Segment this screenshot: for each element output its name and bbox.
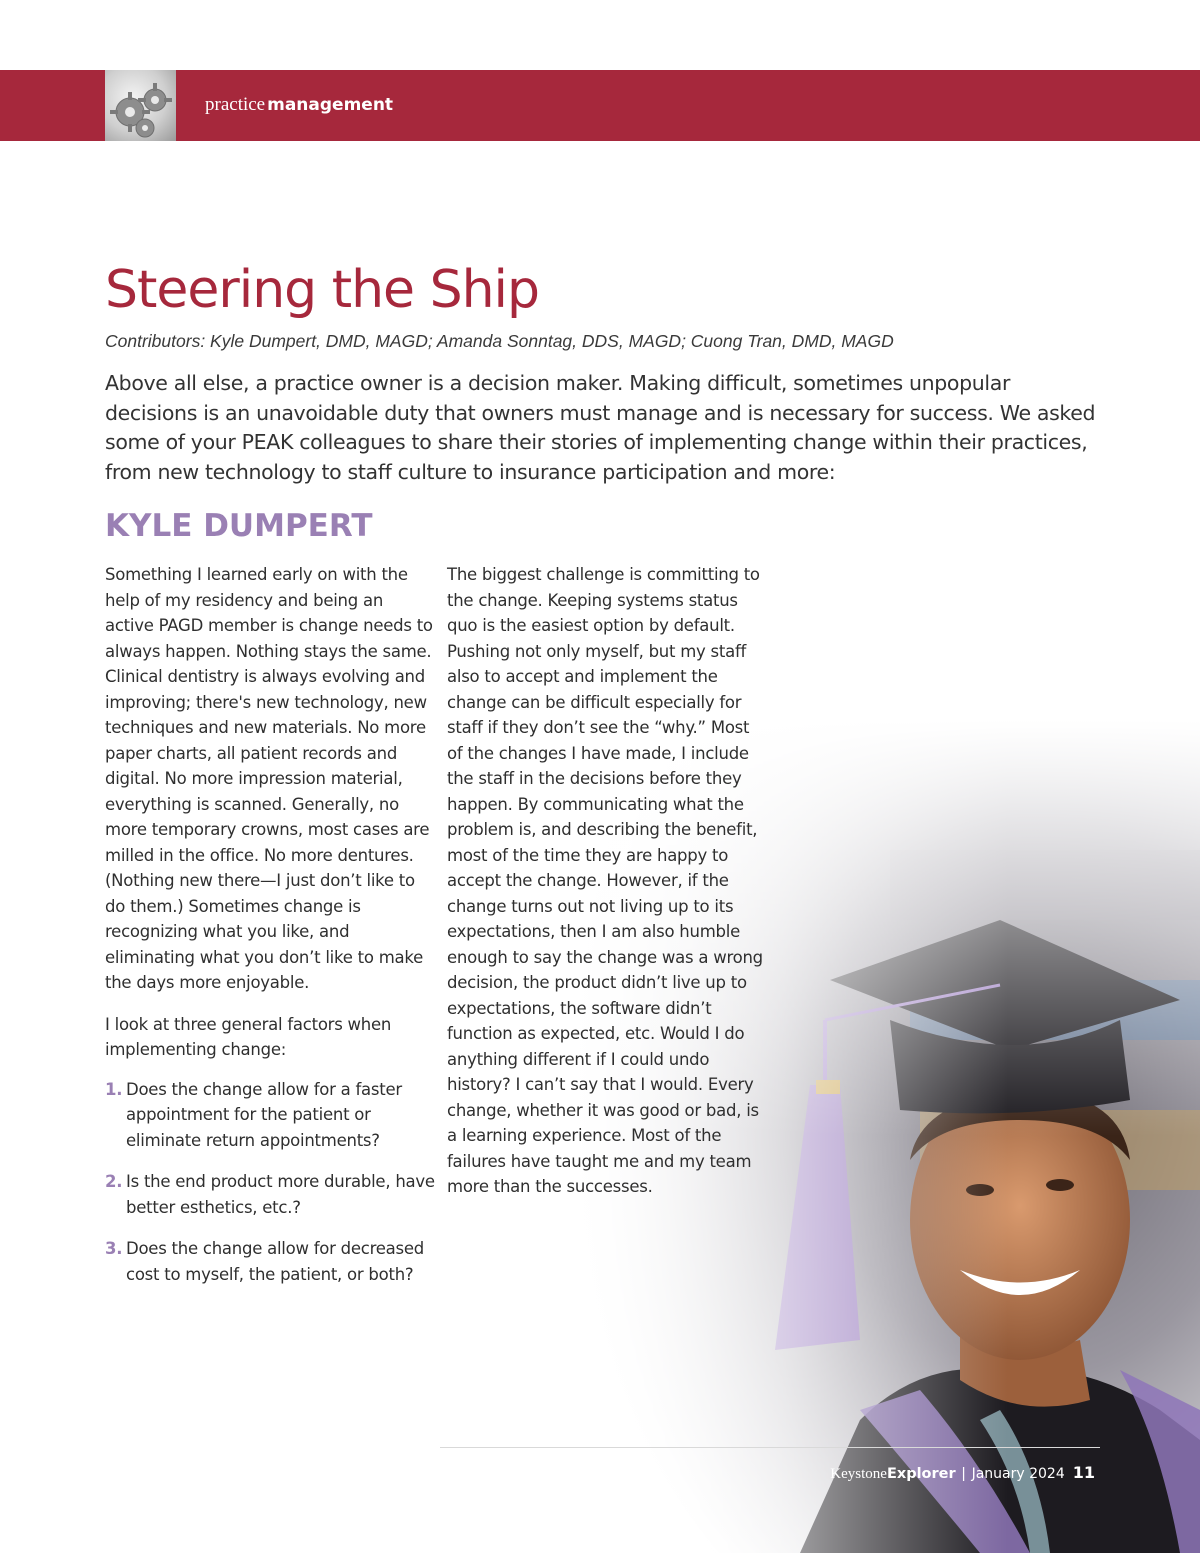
list-number: 2. <box>105 1172 123 1191</box>
body-paragraph: I look at three general factors when implementing change: <box>105 1014 392 1059</box>
section-header-band <box>0 70 1200 141</box>
list-item-text: Is the end product more durable, have better esthetics, etc.? <box>126 1172 435 1217</box>
footer-divider <box>440 1447 1100 1448</box>
article-title: Steering the Ship <box>105 260 539 320</box>
page-number: 11 <box>1072 1463 1095 1482</box>
body-paragraph: The biggest challenge is committing to the change. Keeping systems status quo is the easiest option by default. Pushing not only myself, but my staff also to accept and implement the change can be difficult especially for staff if they don’t see the “why.” Most of the changes I have made, I include the staff in the decisions before they happen. By communicating what the problem is, and describing the benefit, most of the time they are happy to accept the change. However, if the change turns out not living up to its expectations, then I am also humble enough to say the change was a wrong decision, the product didn’t live up to expectations, the software didn’t function as expected, etc. Would I do anything different if I could undo history? I can’t say that I would. Every change, whether it was good or bad, is a learning experience. Most of the failures have taught me and my team more than the successes. <box>447 565 763 1196</box>
footer-brand-word1: Keystone <box>830 1466 887 1482</box>
list-item <box>105 1236 435 1287</box>
section-label-word1: practice <box>205 94 266 115</box>
page-footer <box>830 1463 1095 1484</box>
body-paragraph: Something I learned early on with the help of my residency and being an active PAGD member is change needs to always happen. Nothing stays the same. Clinical dentistry is always evolving and improving; there's new technology, new techniques and new materials. No more paper charts, all patient records and digital. No more impression material, everything is scanned. Generally, no more temporary crowns, most cases are milled in the office. No more dentures. (Nothing new there—I just don’t like to do them.) Sometimes change is recognizing what you like, and eliminating what you don’t like to make the days more enjoyable. <box>105 565 433 992</box>
list-number: 1. <box>105 1079 123 1099</box>
section-label-word2: management <box>267 95 394 115</box>
list-item-text: Does the change allow for a faster appointment for the patient or eliminate return appointments? <box>126 1079 402 1150</box>
list-item <box>105 1077 435 1154</box>
list-number: 3. <box>105 1239 123 1258</box>
footer-brand-word2: Explorer <box>886 1466 956 1482</box>
contributors-line: Contributors: Kyle Dumpert, DMD, MAGD; Amanda Sonntag, DDS, MAGD; Cuong Tran, DMD, MAGD <box>105 331 894 351</box>
footer-date: January 2024 <box>971 1466 1065 1482</box>
list-item-text: Does the change allow for decreased cost to myself, the patient, or both? <box>126 1239 424 1284</box>
right-column <box>447 562 767 1216</box>
footer-separator: | <box>961 1465 966 1482</box>
gears-icon <box>105 70 176 141</box>
intro-paragraph: Above all else, a practice owner is a decision maker. Making difficult, sometimes unpopular decisions is an unavoidable duty that owners must manage and is necessary for success. We asked some of your PEAK colleagues to share their stories of implementing change within their practices, from new technology to staff culture to insurance participation and more: <box>105 371 1096 484</box>
factors-list <box>105 1077 435 1288</box>
left-column <box>105 562 435 1303</box>
contributor-heading: KYLE DUMPERT <box>105 508 373 544</box>
section-label <box>205 94 393 116</box>
list-item <box>105 1169 435 1220</box>
